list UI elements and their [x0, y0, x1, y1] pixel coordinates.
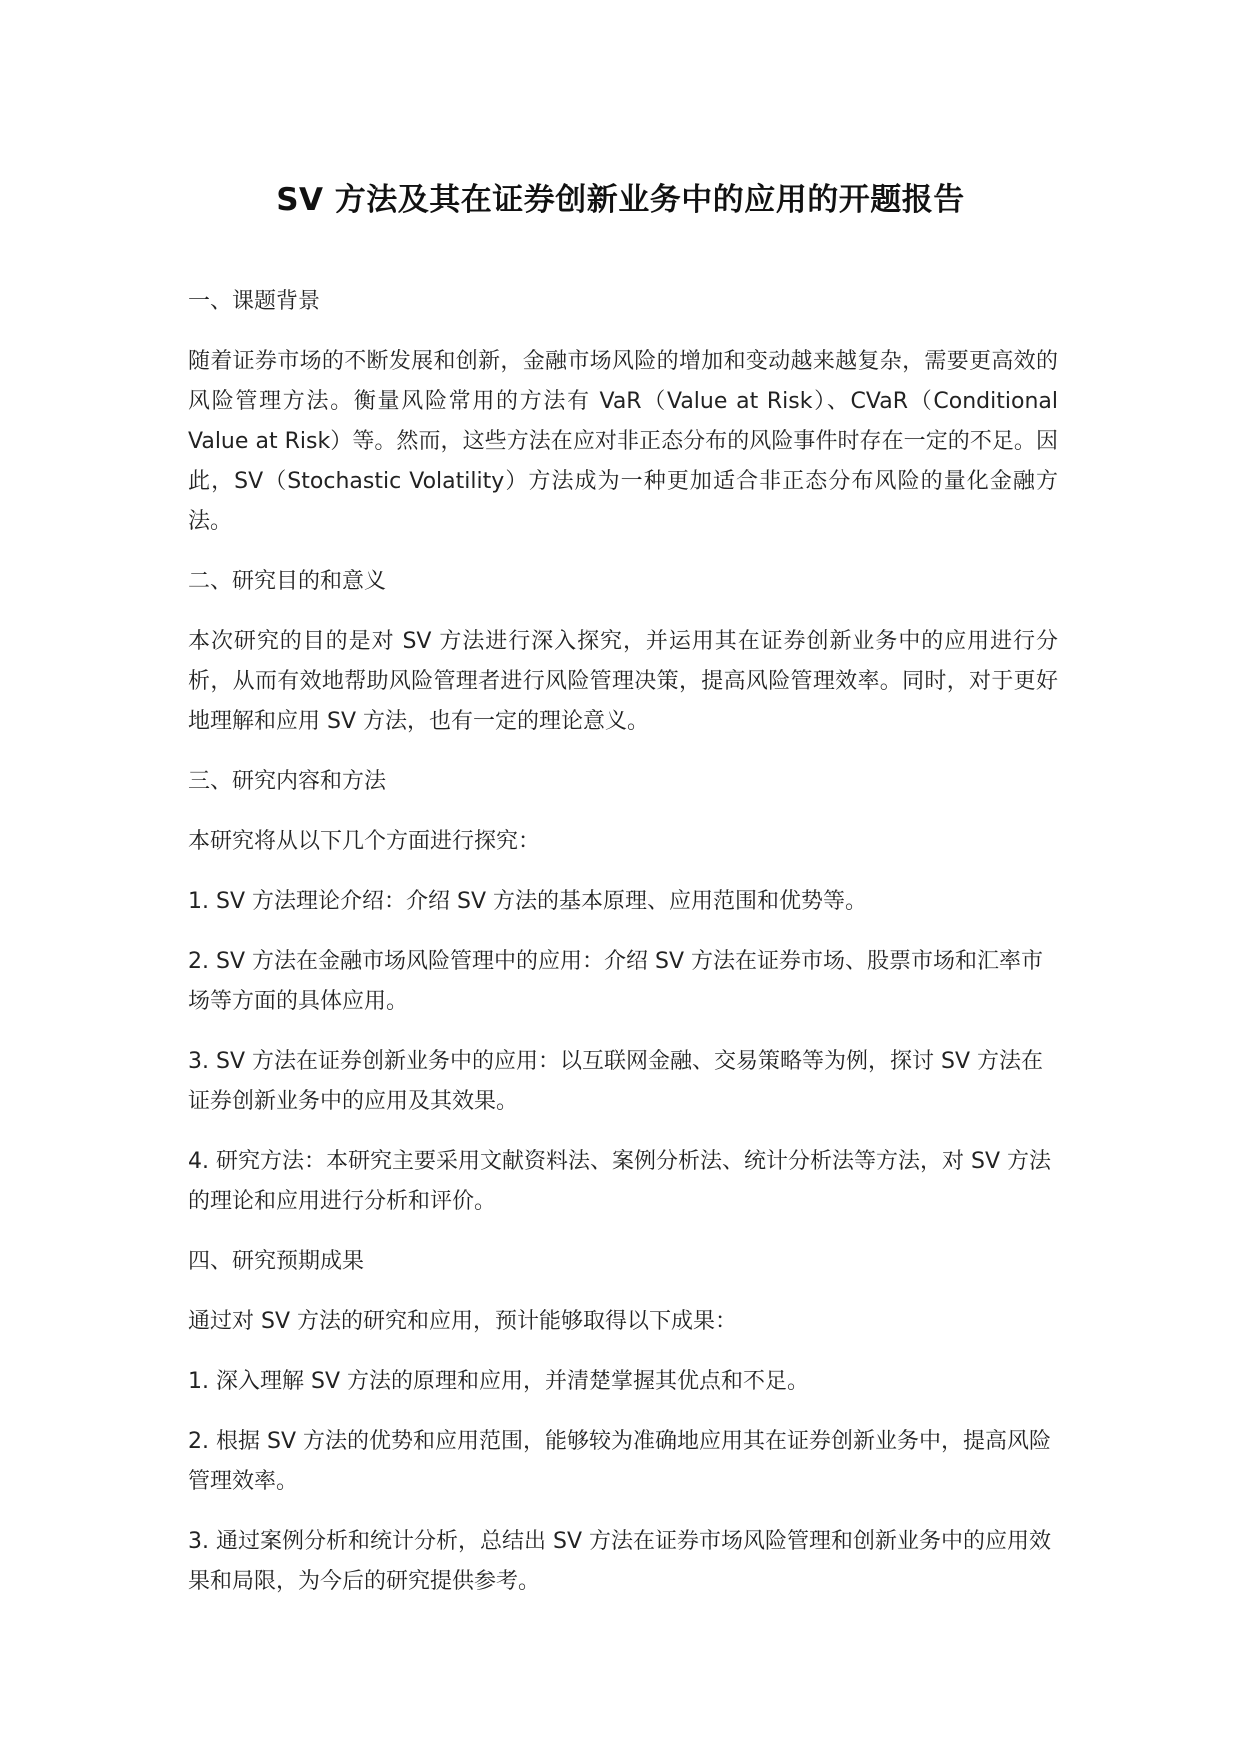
- document-title: SV 方法及其在证券创新业务中的应用的开题报告: [276, 182, 965, 218]
- list-item: 2. SV 方法在金融市场风险管理中的应用：介绍 SV 方法在证券市场、股票市场和汇率市场等方面的具体应用。: [188, 949, 1043, 1014]
- section-heading-background: 一、课题背景: [188, 289, 321, 314]
- paragraph-background: 随着证券市场的不断发展和创新，金融市场风险的增加和变动越来越复杂，需要更高效的风险管理方法。衡量风险常用的方法有 VaR（Value at Risk）、CVaR（Conditional Value at Risk）等。然而，这些方法在应对非正态分布的风险事件时存在一定的不足。因此，SV（Stochastic Volatility）方法成为一种更加适合非正态分布风险的量化金融方法。: [188, 349, 1058, 534]
- section-heading-expected-results: 四、研究预期成果: [188, 1249, 365, 1274]
- list-item: 2. 根据 SV 方法的优势和应用范围，能够较为准确地应用其在证券创新业务中，提高风险管理效率。: [188, 1429, 1051, 1494]
- paragraph-intro: 通过对 SV 方法的研究和应用，预计能够取得以下成果：: [188, 1309, 738, 1334]
- list-item: 1. SV 方法理论介绍：介绍 SV 方法的基本原理、应用范围和优势等。: [188, 889, 867, 914]
- list-item: 4. 研究方法：本研究主要采用文献资料法、案例分析法、统计分析法等方法，对 SV 方法的理论和应用进行分析和评价。: [188, 1149, 1051, 1214]
- list-item: 1. 深入理解 SV 方法的原理和应用，并清楚掌握其优点和不足。: [188, 1369, 809, 1394]
- section-heading-purpose: 二、研究目的和意义: [188, 569, 387, 594]
- paragraph-purpose: 本次研究的目的是对 SV 方法进行深入探究，并运用其在证券创新业务中的应用进行分析，从而有效地帮助风险管理者进行风险管理决策，提高风险管理效率。同时，对于更好地理解和应用 SV 方法，也有一定的理论意义。: [188, 629, 1058, 734]
- section-heading-content-methods: 三、研究内容和方法: [188, 769, 387, 794]
- paragraph-intro: 本研究将从以下几个方面进行探究：: [188, 829, 541, 854]
- list-item: 3. SV 方法在证券创新业务中的应用：以互联网金融、交易策略等为例，探讨 SV 方法在证券创新业务中的应用及其效果。: [188, 1049, 1043, 1114]
- list-item: 3. 通过案例分析和统计分析，总结出 SV 方法在证券市场风险管理和创新业务中的应用效果和局限，为今后的研究提供参考。: [188, 1529, 1051, 1594]
- document-body: [188, 282, 1058, 1622]
